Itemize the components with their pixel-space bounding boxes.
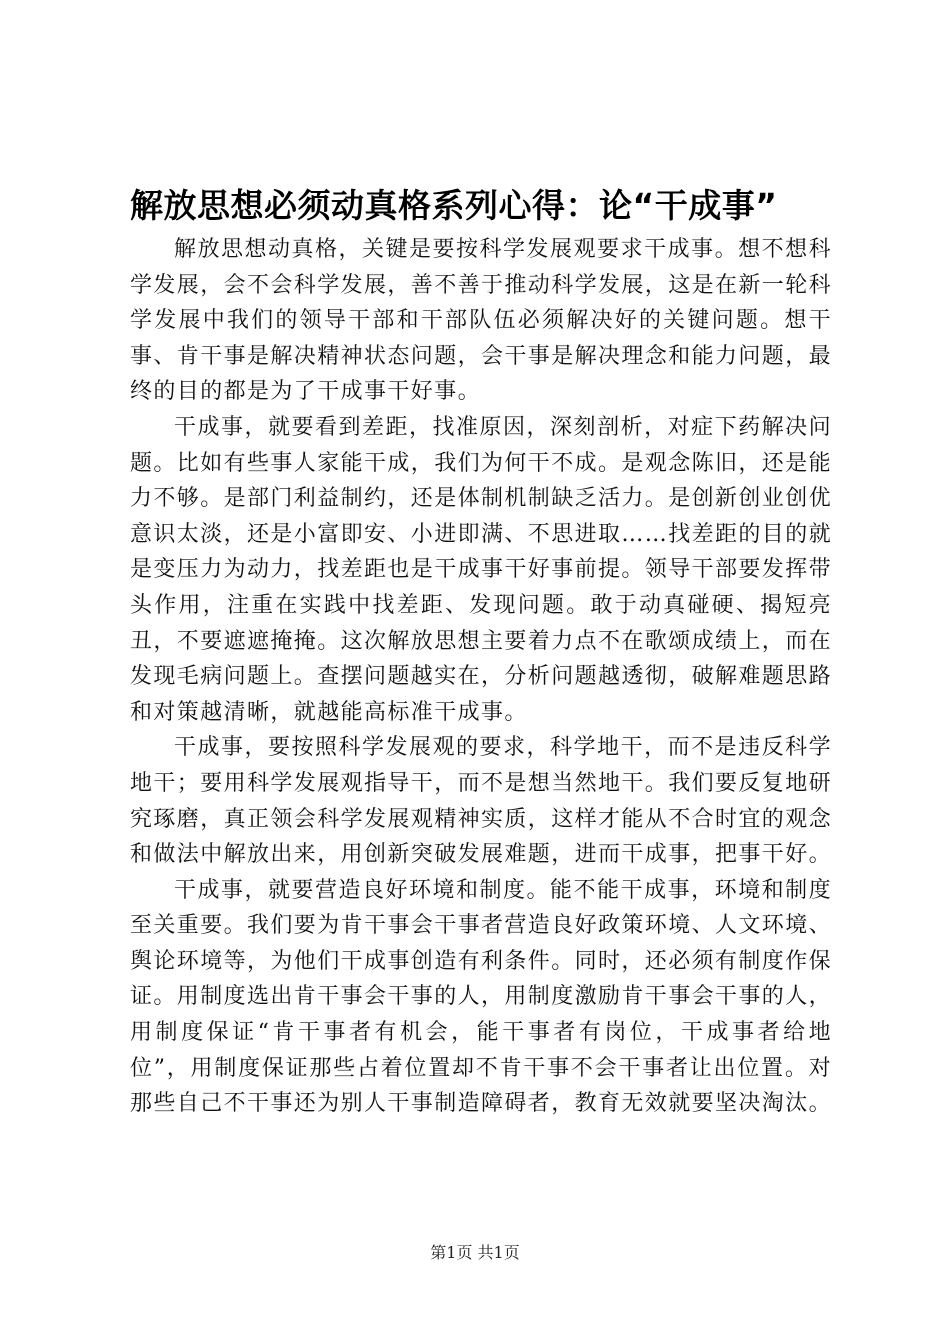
page-number-footer: 第1页 共1页	[430, 1243, 520, 1262]
document-title: 解放思想必须动真格系列心得：论“干成事”	[130, 186, 778, 225]
paragraph-3: 干成事，要按照科学发展观的要求，科学地干，而不是违反科学地干；要用科学发展观指导干，而不是想当然地干。我们要反复地研究琢磨，真正领会科学发展观精神实质，这样才能从不合时宜的观念和做法中解放出来，用创新突破发展难题，进而干成事，把事干好。	[130, 735, 833, 868]
document-body	[130, 232, 832, 1122]
paragraph-1: 解放思想动真格，关键是要按科学发展观要求干成事。想不想科学发展，会不会科学发展，善不善于推动科学发展，这是在新一轮科学发展中我们的领导干部和干部队伍必须解决好的关键问题。想干事、肯干事是解决精神状态问题，会干事是解决理念和能力问题，最终的目的都是为了干成事干好事。	[130, 237, 833, 405]
paragraph-2: 干成事，就要看到差距，找准原因，深刻剖析，对症下药解决问题。比如有些事人家能干成，我们为何干不成。是观念陈旧，还是能力不够。是部门利益制约，还是体制机制缺乏活力。是创新创业创优意识太淡，还是小富即安、小进即满、不思进取……找差距的目的就是变压力为动力，找差距也是干成事干好事前提。领导干部要发挥带头作用，注重在实践中找差距、发现问题。敢于动真碰硬、揭短亮丑，不要遮遮掩掩。这次解放思想主要着力点不在歌颂成绩上，而在发现毛病问题上。查摆问题越实在，分析问题越透彻，破解难题思路和对策越清晰，就越能高标准干成事。	[130, 414, 833, 725]
paragraph-4: 干成事，就要营造良好环境和制度。能不能干成事，环境和制度至关重要。我们要为肯干事会干事者营造良好政策环境、人文环境、舆论环境等，为他们干成事创造有利条件。同时，还必须有制度作保证。用制度选出肯干事会干事的人，用制度激励肯干事会干事的人，用制度保证“肯干事者有机会，能干事者有岗位，干成事者给地位”，用制度保证那些占着位置却不肯干事不会干事者让出位置。对那些自己不干事还为别人干事制造障碍者，教育无效就要坚决淘汰。	[130, 877, 833, 1117]
